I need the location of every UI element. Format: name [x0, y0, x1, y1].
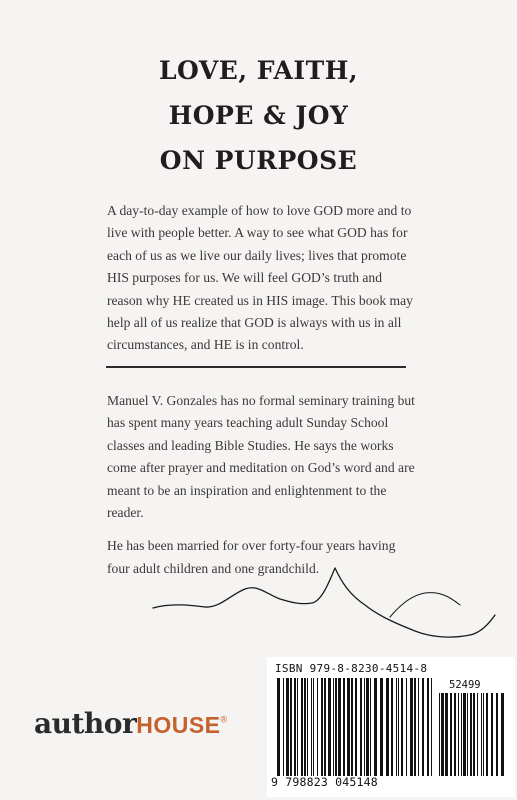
registered-mark: ®: [220, 714, 227, 725]
author-bio: [107, 390, 417, 591]
book-description: A day-to-day example of how to love GOD more and to live with people better. A way to see what GOD has for each of us as we live our daily lives; lives that promote HIS purposes for us. We will feel GOD’s truth and reason why HE created us in HIS image. This book may help all of us realize that GOD is always with us in all circumstances, and HE is in control.: [107, 203, 413, 353]
logo-author-text: author: [34, 707, 137, 740]
publisher-logo: [34, 707, 227, 740]
title-line-2: HOPE & JOY: [168, 101, 349, 130]
isbn-barcode: [267, 657, 515, 797]
title-line-1: LOVE, FAITH,: [158, 56, 359, 85]
isbn-label: ISBN 979-8-8230-4514-8: [275, 662, 428, 675]
book-title: [0, 48, 517, 183]
divider-line: [106, 366, 406, 368]
title-line-3: ON PURPOSE: [159, 146, 358, 175]
bio-paragraph-1: Manuel V. Gonzales has no formal seminary training but has spent many years teaching adult Sunday School classes and leading Bible Studies. He says the works come after prayer and meditation on God’s word and are meant to be an inspiration and enlightenment to the reader.: [107, 393, 415, 521]
logo-house-text: HOUSE: [136, 712, 221, 738]
bio-paragraph-2: He has been married for over forty-four years having four adult children and one grandchild.: [107, 538, 396, 576]
mountain-line-art: [150, 565, 500, 645]
barcode-number: 9 798823 045148: [271, 775, 378, 789]
price-code: 52499: [449, 679, 481, 691]
addon-barcode-bars: [439, 693, 507, 776]
barcode-bars: [277, 678, 437, 776]
